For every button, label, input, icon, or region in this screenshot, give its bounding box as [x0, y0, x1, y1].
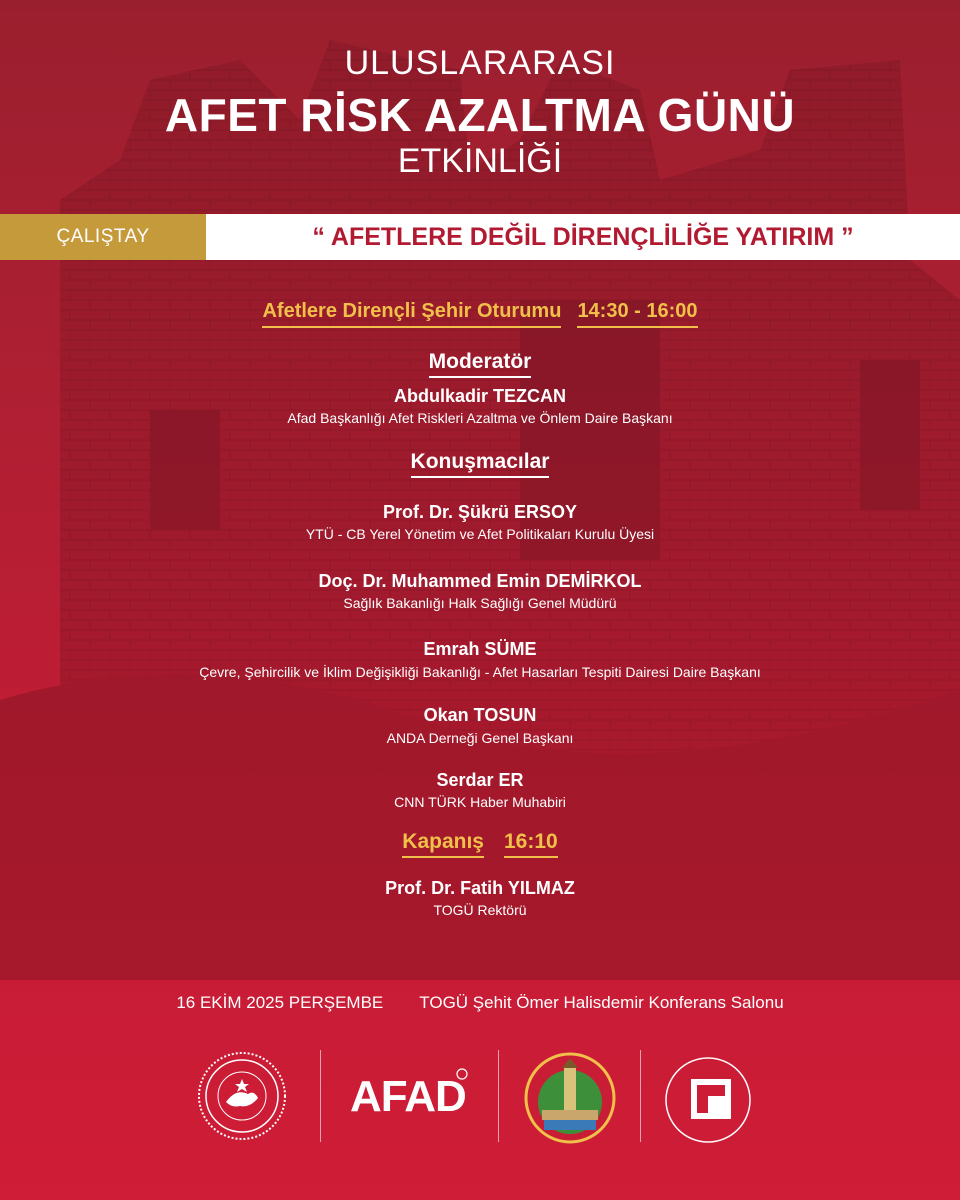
closing-header — [0, 830, 960, 858]
closing-speaker-name: Prof. Dr. Fatih YILMAZ — [385, 878, 575, 898]
event-title-main: AFET RİSK AZALTMA GÜNÜ — [164, 89, 796, 141]
moderator-heading: Moderatör — [0, 350, 960, 378]
afad-logo-text: AFAD — [350, 1072, 466, 1121]
registered-mark-icon — [456, 1068, 468, 1080]
session-name: Afetlere Dirençli Şehir Oturumu — [262, 300, 561, 328]
speaker-role: Çevre, Şehircilik ve İklim Değişikliği Bakanlığı - Afet Hasarları Tespiti Dairesi Daire Başkanı — [199, 664, 761, 680]
speaker-name: Emrah SÜME — [423, 639, 537, 659]
speaker-role: YTÜ - CB Yerel Yönetim ve Afet Politikaları Kurulu Üyesi — [305, 526, 655, 542]
municipality-seal-icon — [524, 1050, 616, 1150]
university-seal-icon — [660, 1054, 756, 1146]
closing-speaker-role: TOGÜ Rektörü — [433, 902, 527, 918]
speaker-role: ANDA Derneği Genel Başkanı — [386, 730, 574, 746]
moderator-name: Abdulkadir TEZCAN — [393, 386, 566, 406]
speaker-name: Prof. Dr. Şükrü ERSOY — [382, 502, 578, 522]
speaker-name: Serdar ER — [436, 770, 524, 790]
event-title-line1: ULUSLARARASI — [344, 44, 616, 82]
speaker-role: Sağlık Bakanlığı Halk Sağlığı Genel Müdürü — [343, 595, 617, 611]
speaker-name: Doç. Dr. Muhammed Emin DEMİRKOL — [318, 571, 642, 591]
session-header — [0, 300, 960, 328]
logo-divider — [640, 1050, 641, 1142]
event-date: 16 EKİM 2025 PERŞEMBE — [176, 993, 384, 1012]
event-title-line3: ETKİNLİĞİ — [397, 142, 563, 180]
session-time: 14:30 - 16:00 — [577, 300, 697, 328]
event-details — [0, 993, 960, 1013]
ministry-seal-icon — [196, 1050, 288, 1142]
theme-band — [0, 214, 960, 260]
logo-divider — [320, 1050, 321, 1142]
closing-label: Kapanış — [402, 830, 484, 858]
theme-slogan: “ AFETLERE DEĞİL DİRENÇLİLİĞE YATIRIM ” — [206, 214, 960, 260]
speaker-name: Okan TOSUN — [423, 705, 537, 725]
event-venue: TOGÜ Şehit Ömer Halisdemir Konferans Salonu — [419, 993, 784, 1012]
speakers-heading: Konuşmacılar — [0, 450, 960, 478]
closing-time: 16:10 — [504, 830, 558, 858]
partner-logos — [0, 1050, 960, 1150]
speaker-role: CNN TÜRK Haber Muhabiri — [394, 794, 566, 810]
workshop-label: ÇALIŞTAY — [0, 214, 206, 260]
moderator-role: Afad Başkanlığı Afet Riskleri Azaltma ve Önlem Daire Başkanı — [287, 410, 673, 426]
logo-divider — [498, 1050, 499, 1142]
